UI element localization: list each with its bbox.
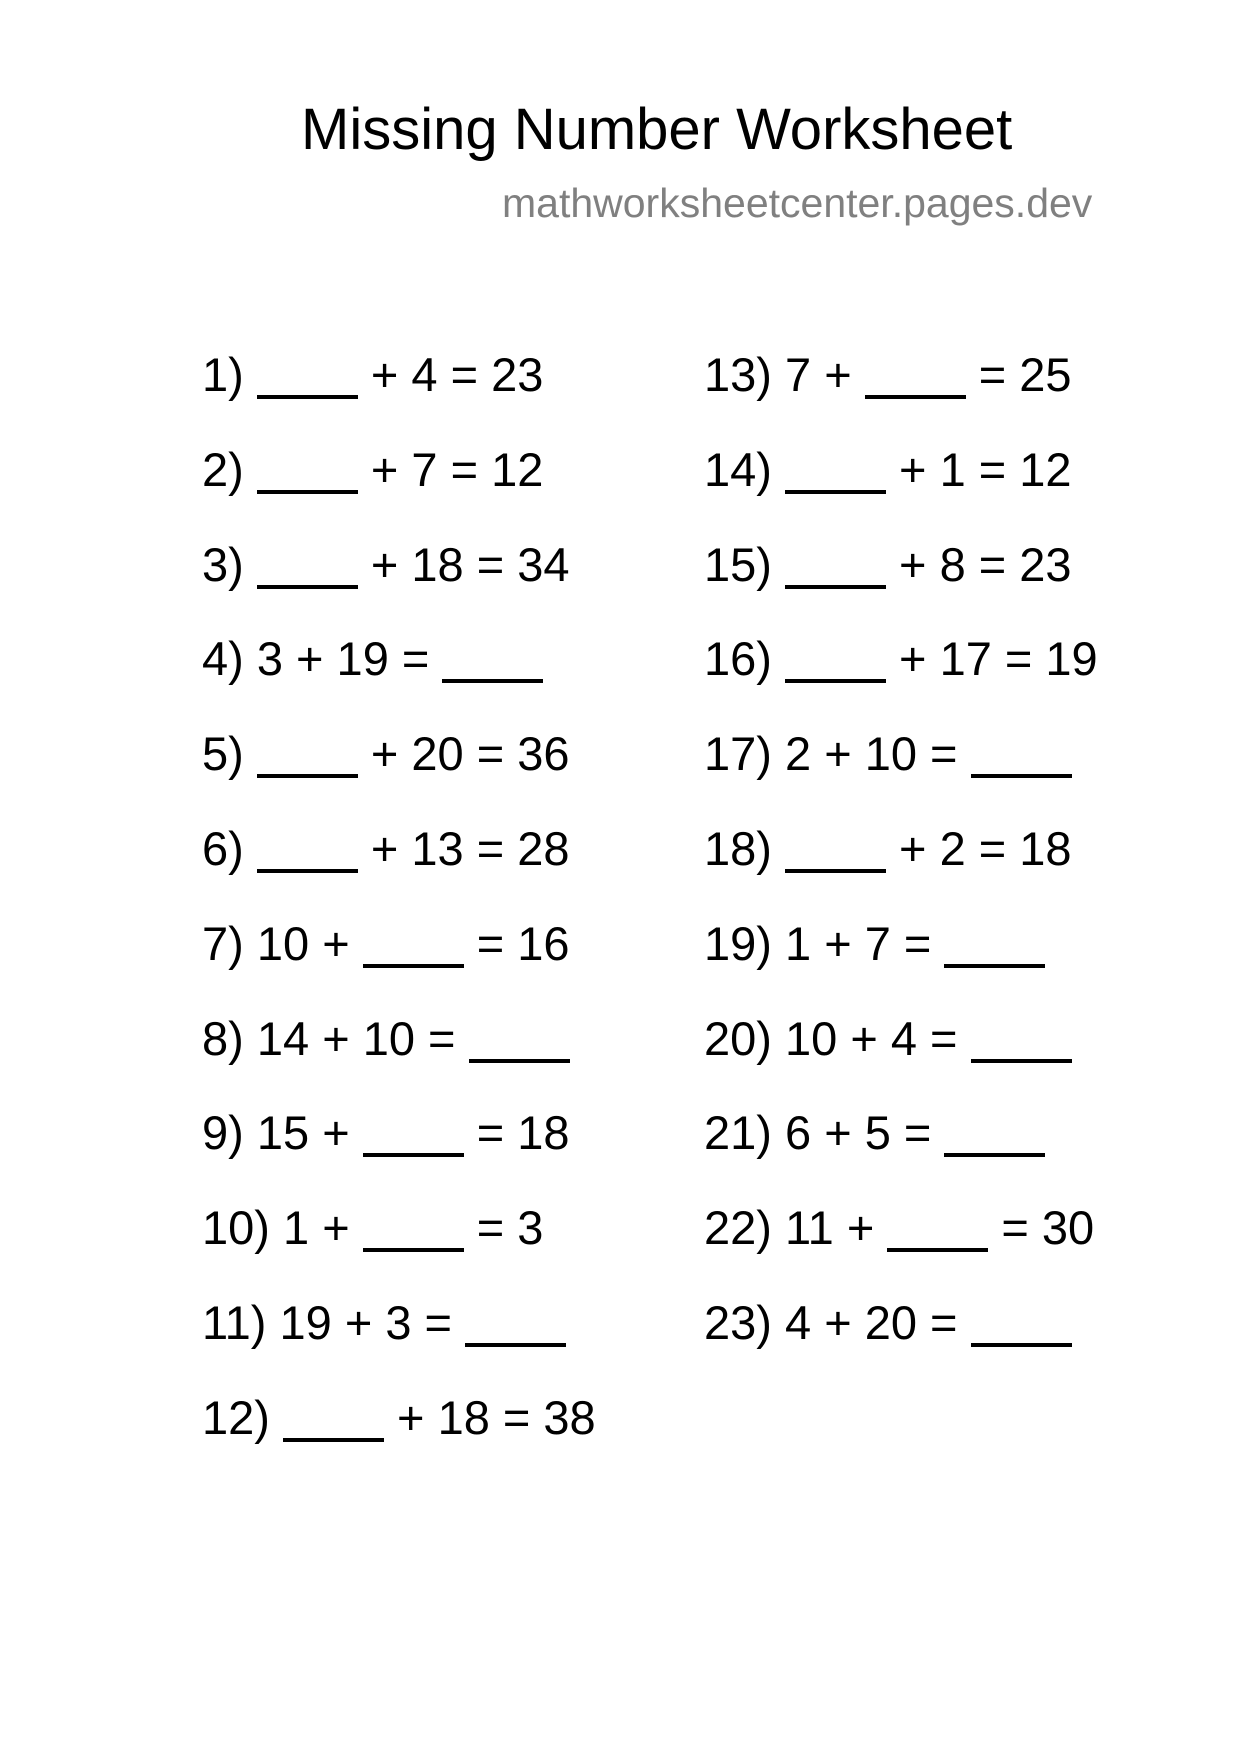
answer-blank[interactable]: [363, 1248, 464, 1252]
problem-text-before: 7 +: [785, 348, 865, 401]
answer-blank[interactable]: [257, 585, 358, 589]
problem-number: 23): [704, 1295, 772, 1349]
answer-blank[interactable]: [257, 774, 358, 778]
problem-item: [704, 535, 1098, 630]
problem-item: [202, 440, 596, 535]
problem-column-left: [202, 345, 596, 1483]
problem-text-after: = 16: [463, 916, 570, 970]
problem-number: 2): [202, 442, 244, 496]
problem-column-right: [704, 345, 1098, 1388]
problem-number: 4): [202, 632, 244, 686]
problem-number: 18): [704, 821, 772, 875]
problem-item: [202, 819, 596, 914]
answer-blank[interactable]: [865, 395, 966, 399]
answer-blank[interactable]: [283, 1438, 384, 1442]
problem-item: [202, 1103, 596, 1198]
problem-item: [704, 345, 1098, 440]
problem-text-after: = 25: [965, 348, 1072, 401]
problem-text-after: + 1 = 12: [886, 442, 1072, 496]
answer-blank[interactable]: [971, 1343, 1072, 1347]
problem-number: 17): [704, 727, 772, 781]
problem-number: 8): [202, 1011, 244, 1065]
problem-number: 1): [202, 348, 244, 401]
problem-text-after: + 4 = 23: [357, 348, 544, 401]
problem-item: [202, 724, 596, 819]
problem-number: 7): [202, 916, 244, 970]
problem-text-after: + 2 = 18: [886, 821, 1072, 875]
problem-item: [704, 1198, 1098, 1293]
problem-item: [704, 1009, 1098, 1104]
answer-blank[interactable]: [944, 1153, 1045, 1157]
problem-item: [202, 345, 596, 440]
answer-blank[interactable]: [257, 869, 358, 873]
problem-item: [202, 1198, 596, 1293]
problem-number: 16): [704, 632, 772, 686]
problem-text-before: 1 + 7 =: [785, 916, 945, 970]
problem-text-after: + 18 = 38: [384, 1390, 596, 1444]
problem-text-after: + 17 = 19: [886, 632, 1098, 686]
problem-number: 19): [704, 916, 772, 970]
problem-number: 15): [704, 537, 772, 591]
problem-number: 12): [202, 1390, 270, 1444]
answer-blank[interactable]: [944, 964, 1045, 968]
problem-item: [202, 1009, 596, 1104]
problem-text-after: + 20 = 36: [357, 727, 570, 781]
problem-text-after: + 18 = 34: [357, 537, 570, 591]
answer-blank[interactable]: [469, 1059, 570, 1063]
problem-text-before: 19 + 3 =: [279, 1295, 466, 1349]
answer-blank[interactable]: [785, 869, 886, 873]
problem-text-before: 3 + 19 =: [256, 632, 443, 686]
problem-item: [704, 914, 1098, 1009]
answer-blank[interactable]: [785, 585, 886, 589]
problem-text-before: 10 +: [256, 916, 363, 970]
problem-text-before: 4 + 20 =: [785, 1295, 971, 1349]
problem-number: 3): [202, 537, 244, 591]
problem-item: [704, 819, 1098, 914]
problem-item: [202, 535, 596, 630]
problem-number: 9): [202, 1106, 244, 1160]
answer-blank[interactable]: [971, 1059, 1072, 1063]
problem-item: [704, 1103, 1098, 1198]
problem-item: [202, 1293, 596, 1388]
problem-number: 11): [202, 1295, 267, 1349]
page-title: Missing Number Worksheet: [301, 97, 1013, 162]
problem-text-before: 10 + 4 =: [785, 1011, 971, 1065]
problem-text-after: = 18: [463, 1106, 570, 1160]
answer-blank[interactable]: [442, 679, 543, 683]
problem-item: [704, 1293, 1098, 1388]
answer-blank[interactable]: [257, 490, 358, 494]
answer-blank[interactable]: [257, 395, 358, 399]
problem-text-before: 6 + 5 =: [785, 1106, 945, 1160]
problem-text-before: 2 + 10 =: [785, 727, 971, 781]
answer-blank[interactable]: [363, 1153, 464, 1157]
problem-number: 22): [704, 1201, 772, 1255]
problem-text-after: = 30: [988, 1201, 1095, 1255]
problem-item: [704, 724, 1098, 819]
answer-blank[interactable]: [785, 679, 886, 683]
problem-item: [202, 914, 596, 1009]
problem-number: 20): [704, 1011, 772, 1065]
problem-text-before: 14 + 10 =: [256, 1011, 469, 1065]
answer-blank[interactable]: [785, 490, 886, 494]
problem-text-before: 1 +: [283, 1201, 363, 1255]
problem-number: 14): [704, 442, 772, 496]
problem-item: [704, 629, 1098, 724]
problem-number: 5): [202, 727, 244, 781]
problem-item: [202, 629, 596, 724]
problem-number: 21): [704, 1106, 772, 1160]
source-url: mathworksheetcenter.pages.dev: [502, 180, 1093, 226]
answer-blank[interactable]: [363, 964, 464, 968]
answer-blank[interactable]: [887, 1248, 988, 1252]
problem-item: [202, 1388, 596, 1483]
problem-item: [704, 440, 1098, 535]
answer-blank[interactable]: [971, 774, 1072, 778]
problem-text-after: + 7 = 12: [357, 442, 544, 496]
problem-number: 13): [704, 348, 772, 401]
problem-text-after: = 3: [463, 1201, 544, 1255]
answer-blank[interactable]: [465, 1343, 566, 1347]
problem-text-after: + 8 = 23: [886, 537, 1072, 591]
problem-text-before: 15 +: [256, 1106, 363, 1160]
problem-text-after: + 13 = 28: [357, 821, 570, 875]
problem-number: 10): [202, 1201, 270, 1255]
problem-number: 6): [202, 821, 244, 875]
problem-text-before: 11 +: [785, 1201, 888, 1255]
